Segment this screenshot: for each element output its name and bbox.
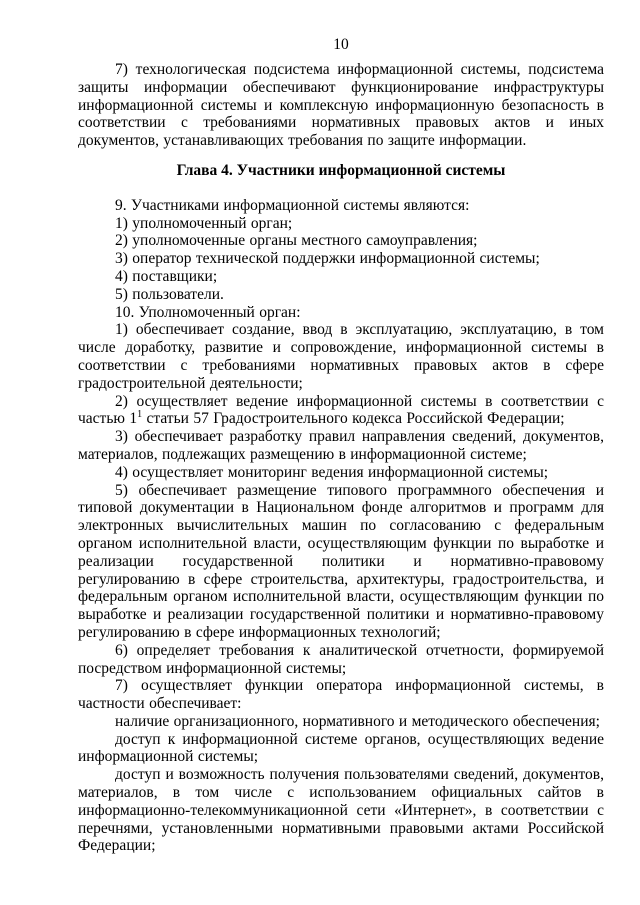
- superscript: 1: [137, 409, 143, 421]
- paragraph: 9. Участниками информационной системы являются:: [115, 196, 470, 214]
- list-item-paragraph: 1) уполномоченный орган;: [115, 214, 293, 232]
- list-item-paragraph: 7) осуществляет функции оператора информационной системы, в частности обеспечивает:: [78, 677, 604, 713]
- list-item-paragraph: 1) обеспечивает создание, ввод в эксплуатацию, эксплуатацию, в том числе доработку, развитие и сопровождение, информационной системы в соответствии с требованиями нормативных правовых актов в сфере градостроительной деятельности;: [78, 321, 604, 392]
- list-item-paragraph: 3) обеспечивает разработку правил направления сведений, документов, материалов, подлежащих размещению в информационной системе;: [78, 428, 604, 463]
- list-item-paragraph: 5) обеспечивает размещение типового программного обеспечения и типовой документации в Национальном фонде алгоритмов и программ для электронных вычислительных машин по согласованию с федеральным органом исполнительной власти, осуществляющим функции по выработке и реализации государственной политики и нормативно-правовому регулированию в сфере строительства, архитектуры, градостроительства, и федеральным органом исполнительной власти, осуществляющим функции по выработке и реализации государственной политики и нормативно-правовому регулированию в сфере информационных технологий;: [78, 481, 604, 641]
- paragraph: 10. Уполномоченный орган:: [115, 303, 301, 321]
- paragraph: доступ и возможность получения пользователями сведений, документов, материалов, в том числе с использованием официальных сайтов в информационно-телекоммуникационной сети «Интернет», в соответствии с перечнями, установленными нормативными правовыми актами Российской Федерации;: [78, 766, 604, 855]
- list-item-paragraph: 4) поставщики;: [115, 267, 218, 285]
- paragraph: 7) технологическая подсистема информационной системы, подсистема защиты информации обеспечивают функционирование инфраструктуры информационной системы и комплексную информационную безопасность в соответствии с требованиями нормативных правовых актов и иных документов, устанавливающих требования по защите информации.: [78, 61, 604, 150]
- chapter-heading: Глава 4. Участники информационной системы: [176, 161, 506, 179]
- paragraph: наличие организационного, нормативного и методического обеспечения;: [115, 712, 600, 730]
- paragraph-text: статьи 57 Градостроительного кодекса Российской Федерации;: [142, 410, 565, 428]
- paragraph: доступ к информационной системе органов, осуществляющих ведение информационной системы;: [78, 730, 604, 766]
- list-item-paragraph: 6) определяет требования к аналитической отчетности, формируемой посредством информационной системы;: [78, 641, 604, 677]
- list-item-paragraph: 2) уполномоченные органы местного самоуправления;: [115, 232, 478, 250]
- paragraph-text: 2) осуществляет ведение информационной системы в соответствии с частью 1: [78, 392, 604, 428]
- page-number: 10: [333, 36, 349, 53]
- list-item-paragraph: 5) пользователи.: [115, 285, 224, 303]
- list-item-paragraph: 4) осуществляет мониторинг ведения информационной системы;: [115, 463, 549, 481]
- list-item-paragraph: [78, 393, 604, 429]
- list-item-paragraph: 3) оператор технической поддержки информационной системы;: [115, 250, 540, 268]
